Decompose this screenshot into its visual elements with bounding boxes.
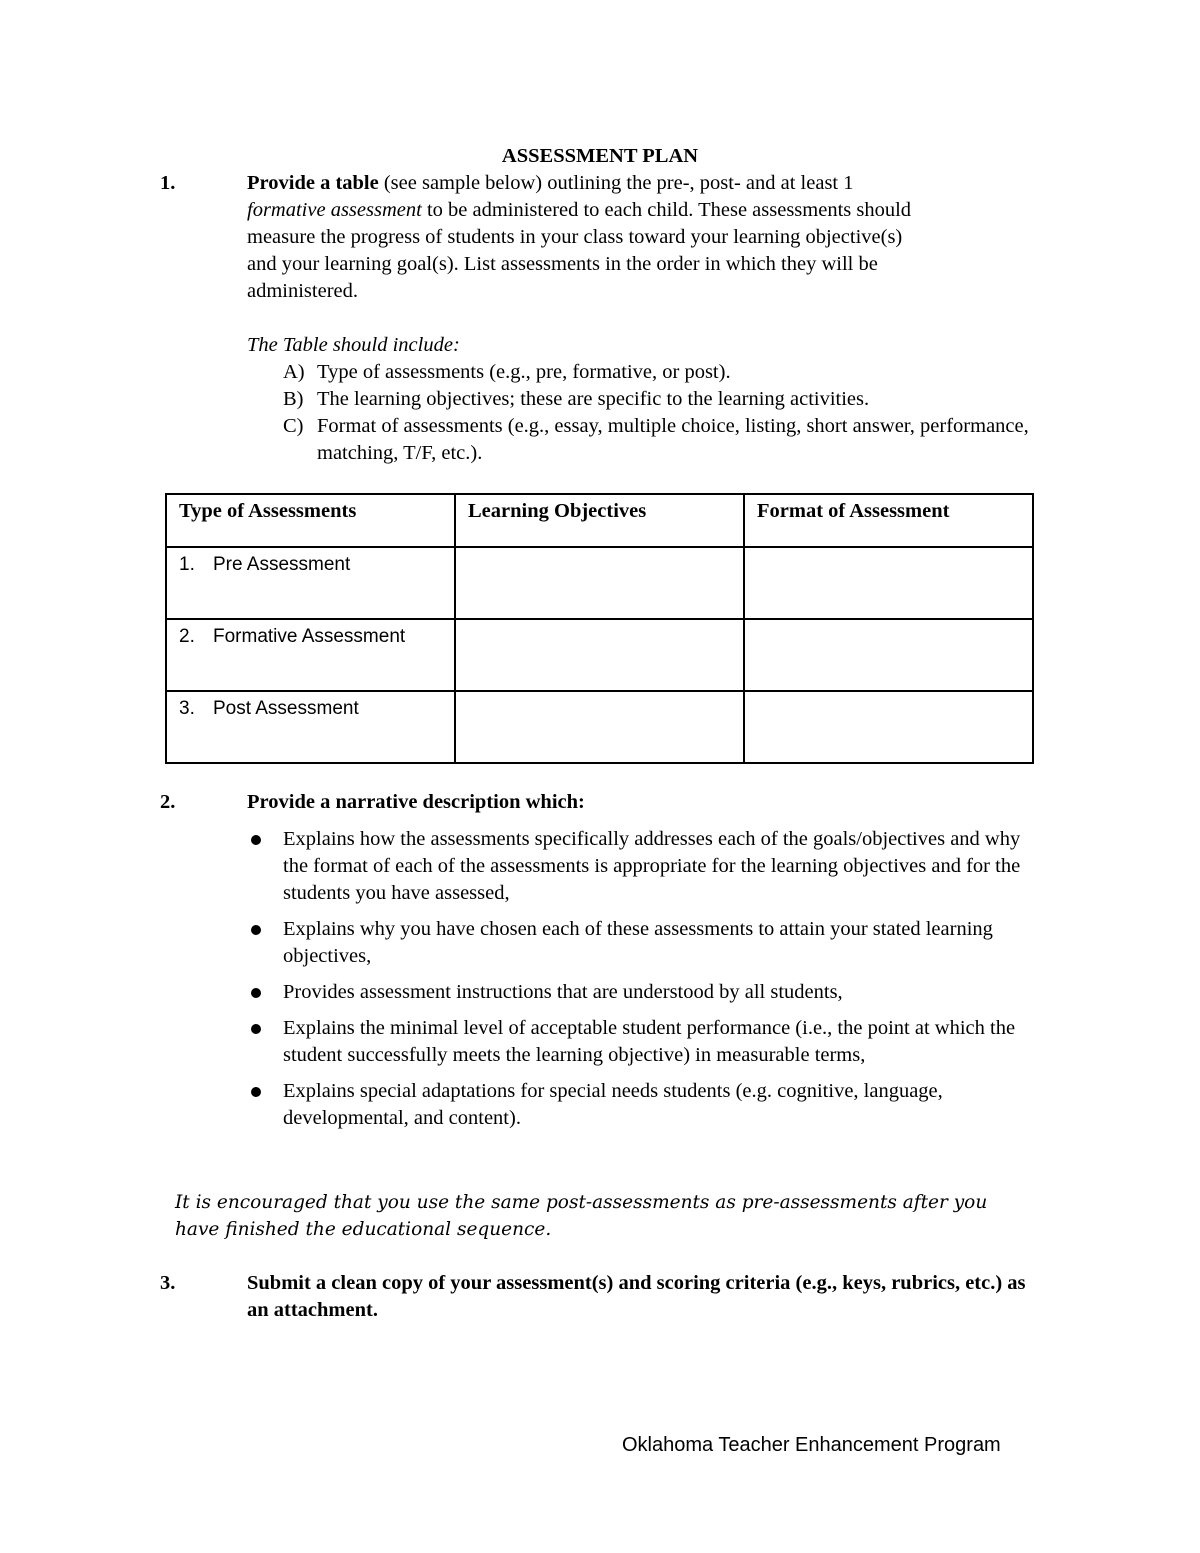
include-item-label: A): [283, 361, 305, 383]
include-item-text: Type of assessments (e.g., pre, formative, or post).: [317, 361, 731, 383]
row-type: Pre Assessment: [213, 554, 351, 575]
footer-text: Oklahoma Teacher Enhancement Program: [622, 1434, 1001, 1456]
row-number: 2.: [179, 626, 195, 647]
row-type: Formative Assessment: [213, 626, 406, 647]
section-2-number: 2.: [160, 791, 176, 813]
bullet-icon: [251, 988, 261, 998]
list-item: [247, 979, 1037, 1006]
cell-format: [744, 619, 1033, 691]
list-item: [247, 1015, 1037, 1069]
section-1-lead: Provide a table: [247, 172, 379, 194]
bullet-list: [247, 826, 1037, 1141]
row-type: Post Assessment: [213, 698, 359, 719]
bullet-text: Provides assessment instructions that are understood by all students,: [283, 981, 843, 1003]
bullet-icon: [251, 925, 261, 935]
cell-format: [744, 547, 1033, 619]
list-item: [247, 1078, 1037, 1132]
include-item-text: The learning objectives; these are specific to the learning activities.: [317, 388, 870, 410]
section-1-line5: administered.: [247, 280, 359, 302]
section-3-number: 3.: [160, 1272, 176, 1294]
include-heading: The Table should include:: [247, 334, 460, 356]
row-number: 1.: [179, 554, 195, 575]
include-list: [283, 359, 1043, 467]
header-format: Format of Assessment: [744, 494, 1033, 547]
section-3-text: Submit a clean copy of your assessment(s) and scoring criteria (e.g., keys, rubrics, etc.) as an attachment.: [247, 1272, 1026, 1321]
assessment-table: [165, 493, 1034, 764]
table-header-row: [166, 494, 1033, 547]
bullet-icon: [251, 1024, 261, 1034]
table-row: [166, 691, 1033, 763]
section-1-line1: (see sample below) outlining the pre-, post- and at least 1: [378, 172, 854, 194]
page-title: ASSESSMENT PLAN: [501, 145, 699, 167]
encouragement-note: It is encouraged that you use the same post-assessments as pre-assessments after you have finished the educational sequence.: [175, 1192, 988, 1240]
header-type: Type of Assessments: [166, 494, 455, 547]
cell-type: [166, 547, 455, 619]
cell-type: [166, 619, 455, 691]
include-item-label: B): [283, 388, 304, 410]
bullet-text: Explains the minimal level of acceptable student performance (i.e., the point at which the student successfully meets the learning objective) in measurable terms,: [283, 1017, 1016, 1066]
section-1-line3: measure the progress of students in your class toward your learning objective(s): [247, 226, 903, 248]
bullet-text: Explains how the assessments specifically addresses each of the goals/objectives and why the format of each of the assessments is appropriate for the learning objectives and for the students you have assessed,: [283, 828, 1021, 904]
cell-objectives: [455, 547, 744, 619]
header-objectives: Learning Objectives: [455, 494, 744, 547]
bullet-icon: [251, 1087, 261, 1097]
include-item: [283, 413, 1043, 467]
list-item: [247, 916, 1037, 970]
section-1-number: 1.: [160, 172, 176, 194]
section-1-line2: to be administered to each child. These assessments should: [421, 199, 912, 221]
list-item: [247, 826, 1037, 907]
cell-objectives: [455, 691, 744, 763]
table-row: [166, 547, 1033, 619]
section-2-heading: Provide a narrative description which:: [247, 791, 585, 813]
bullet-text: Explains special adaptations for special needs students (e.g. cognitive, language, developmental, and content).: [283, 1080, 943, 1129]
bullet-icon: [251, 835, 261, 845]
section-1-formative-term: formative assessment: [247, 199, 422, 221]
include-item-text: Format of assessments (e.g., essay, multiple choice, listing, short answer, performance, matching, T/F, etc.).: [317, 415, 1029, 464]
row-number: 3.: [179, 698, 195, 719]
cell-format: [744, 691, 1033, 763]
section-1-paragraph: [247, 170, 1047, 305]
include-item: [283, 359, 1043, 386]
cell-type: [166, 691, 455, 763]
cell-objectives: [455, 619, 744, 691]
include-item-label: C): [283, 415, 304, 437]
include-item: [283, 386, 1043, 413]
bullet-text: Explains why you have chosen each of these assessments to attain your stated learning objectives,: [283, 918, 993, 967]
table-row: [166, 619, 1033, 691]
section-1-line4: and your learning goal(s). List assessments in the order in which they will be: [247, 253, 878, 275]
